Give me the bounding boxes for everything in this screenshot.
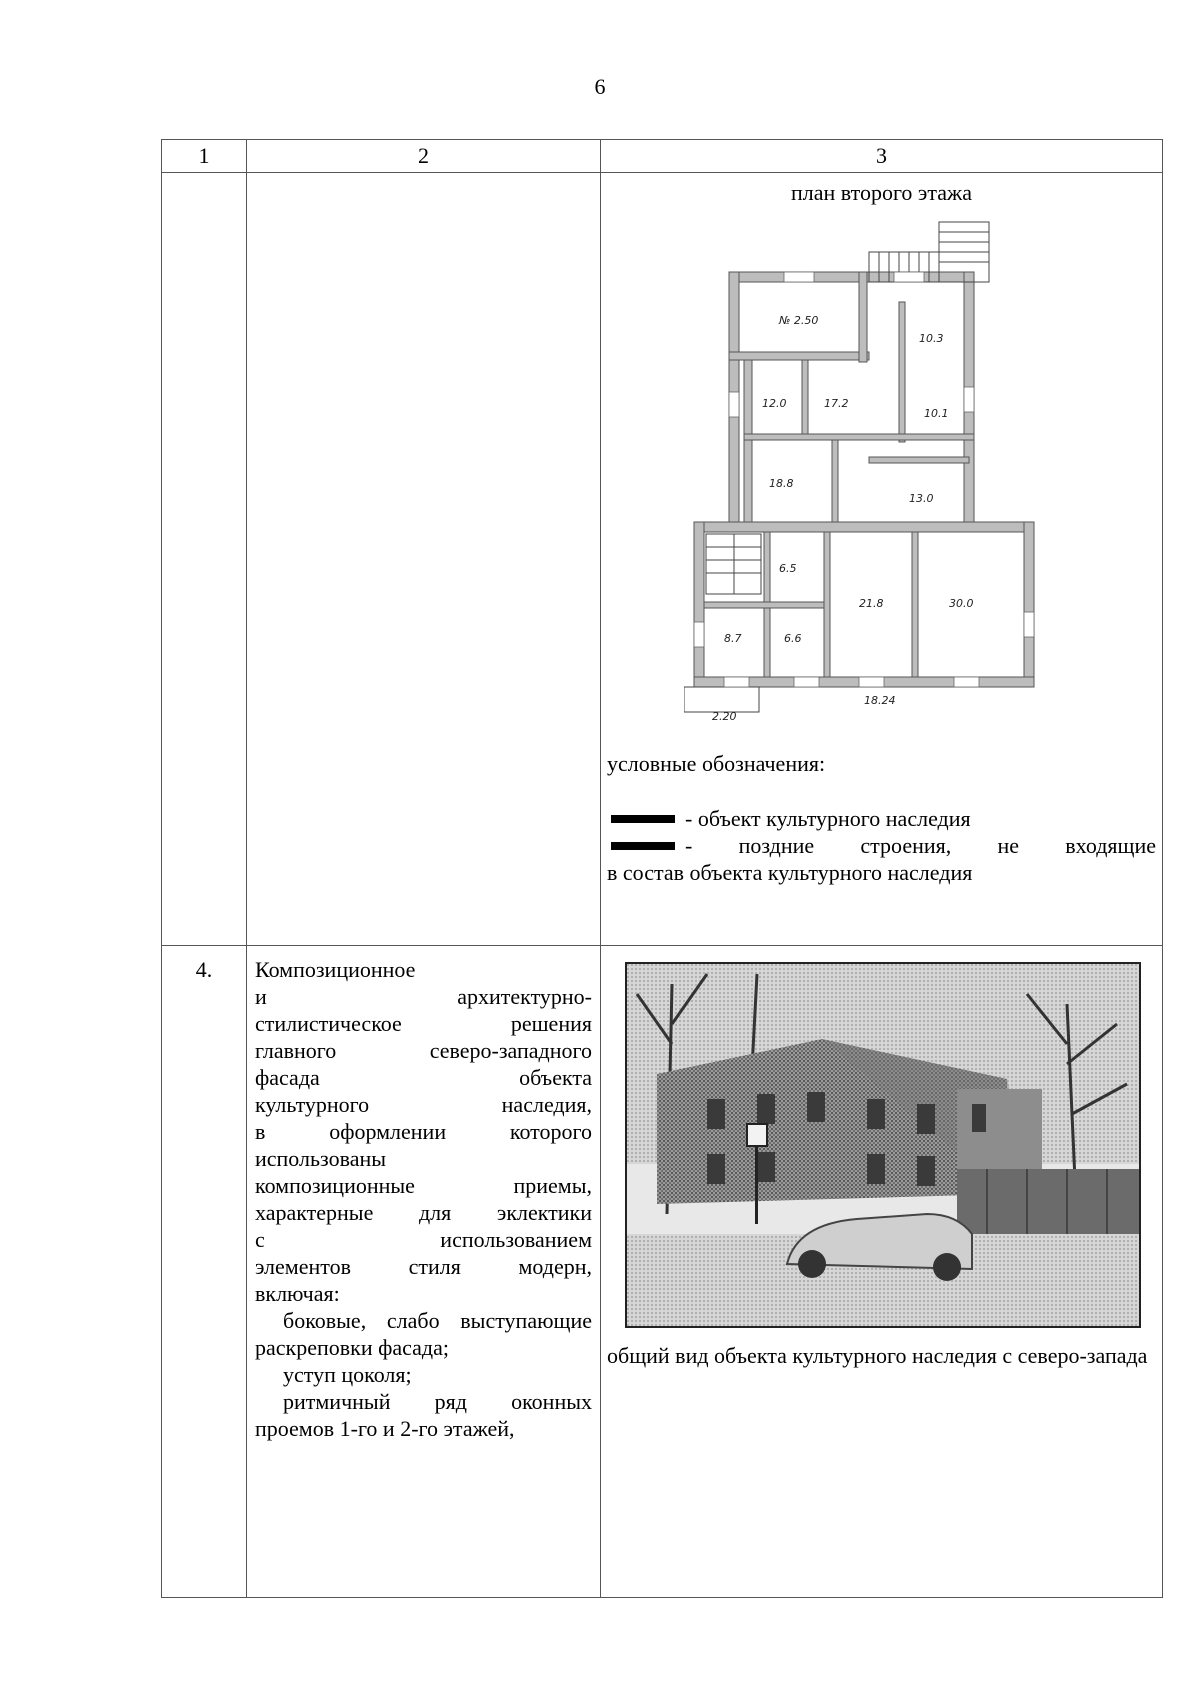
plan-label: 12.0 bbox=[762, 397, 787, 410]
cell-photo bbox=[601, 946, 1163, 1598]
desc-line: стилистическое решения bbox=[255, 1011, 592, 1036]
desc-item: уступ цоколя; bbox=[283, 1362, 412, 1387]
legend-item-late-buildings bbox=[607, 832, 1156, 859]
legend-text-late-cont: в состав объекта культурного наследия bbox=[607, 860, 973, 885]
column-header-3: 3 bbox=[601, 140, 1163, 173]
plan-wall bbox=[704, 602, 824, 608]
row-number: 4. bbox=[162, 946, 247, 1598]
cell-empty-1 bbox=[162, 173, 247, 946]
desc-item: боковые, слабо выступающие раскреповки фасада; bbox=[255, 1308, 592, 1360]
page-number: 6 bbox=[594, 74, 606, 99]
building-photo bbox=[625, 962, 1141, 1328]
legend-swatch-late bbox=[611, 842, 675, 850]
desc-line: характерные для эклектики bbox=[255, 1200, 592, 1225]
plan-label: 6.6 bbox=[784, 632, 802, 645]
plan-wall bbox=[1024, 522, 1034, 687]
column-header-2: 2 bbox=[247, 140, 601, 173]
desc-line: включая: bbox=[255, 1281, 340, 1306]
desc-line: в оформлении которого bbox=[255, 1119, 592, 1144]
plan-wall bbox=[694, 522, 704, 687]
table-row-4 bbox=[162, 946, 1163, 1598]
desc-line: и архитектурно- bbox=[255, 984, 592, 1009]
desc-line: использованы bbox=[255, 1146, 387, 1171]
legend-title: условные обозначения: bbox=[607, 751, 826, 776]
plan-wall bbox=[729, 272, 974, 282]
legend bbox=[607, 805, 1156, 859]
plan-label: 13.0 bbox=[909, 492, 934, 505]
desc-item: ритмичный ряд оконных проемов 1-го и 2-го этажей, bbox=[255, 1389, 592, 1441]
plan-label: 30.0 bbox=[949, 597, 974, 610]
plan-wall bbox=[912, 532, 918, 677]
plan-wall bbox=[694, 522, 1034, 532]
plan-wall bbox=[859, 272, 867, 362]
plan-label: 2.20 bbox=[712, 710, 737, 722]
photo-fence bbox=[957, 1169, 1139, 1244]
cell-plan bbox=[601, 173, 1163, 946]
plan-caption: план второго этажа bbox=[791, 180, 972, 205]
photo-road-sign bbox=[747, 1124, 767, 1146]
legend-text-late: - поздние строения, не входящие bbox=[685, 833, 1156, 858]
plan-label: 18.8 bbox=[769, 477, 794, 490]
plan-wall bbox=[744, 360, 752, 530]
row-description bbox=[247, 946, 601, 1598]
cell-empty-2 bbox=[247, 173, 601, 946]
table-header-row bbox=[162, 140, 1163, 173]
plan-wall bbox=[802, 360, 808, 440]
legend-text-heritage: - объект культурного наследия bbox=[685, 806, 971, 831]
desc-line: композиционные приемы, bbox=[255, 1173, 592, 1198]
desc-line: Композиционное bbox=[255, 957, 416, 982]
desc-line: с использованием bbox=[255, 1227, 592, 1252]
plan-label: 10.3 bbox=[919, 332, 944, 345]
plan-wall bbox=[832, 440, 838, 530]
plan-label: 10.1 bbox=[924, 407, 949, 420]
desc-line: элементов стиля модерн, bbox=[255, 1254, 592, 1279]
table-row-plan bbox=[162, 173, 1163, 946]
floor-plan-drawing bbox=[684, 212, 1044, 722]
plan-wall bbox=[744, 434, 974, 440]
plan-label: № 2.50 bbox=[779, 314, 819, 327]
building-photo-image bbox=[627, 964, 1139, 1326]
legend-item-heritage bbox=[607, 805, 1156, 832]
plan-wall bbox=[729, 352, 869, 360]
plan-label: 8.7 bbox=[724, 632, 742, 645]
plan-wall bbox=[824, 532, 830, 677]
plan-label: 17.2 bbox=[824, 397, 849, 410]
plan-wall bbox=[869, 457, 969, 463]
plan-label: 18.24 bbox=[864, 694, 896, 707]
plan-wall bbox=[899, 302, 905, 442]
heritage-table bbox=[161, 139, 1163, 1598]
desc-line: фасада объекта bbox=[255, 1065, 592, 1090]
column-header-1: 1 bbox=[162, 140, 247, 173]
legend-swatch-heritage bbox=[611, 815, 675, 823]
plan-label: 6.5 bbox=[779, 562, 797, 575]
plan-label: 21.8 bbox=[859, 597, 884, 610]
photo-caption: общий вид объекта культурного наследия с северо-запада bbox=[607, 1343, 1148, 1368]
desc-line: культурного наследия, bbox=[255, 1092, 592, 1117]
desc-line: главного северо-западного bbox=[255, 1038, 592, 1063]
